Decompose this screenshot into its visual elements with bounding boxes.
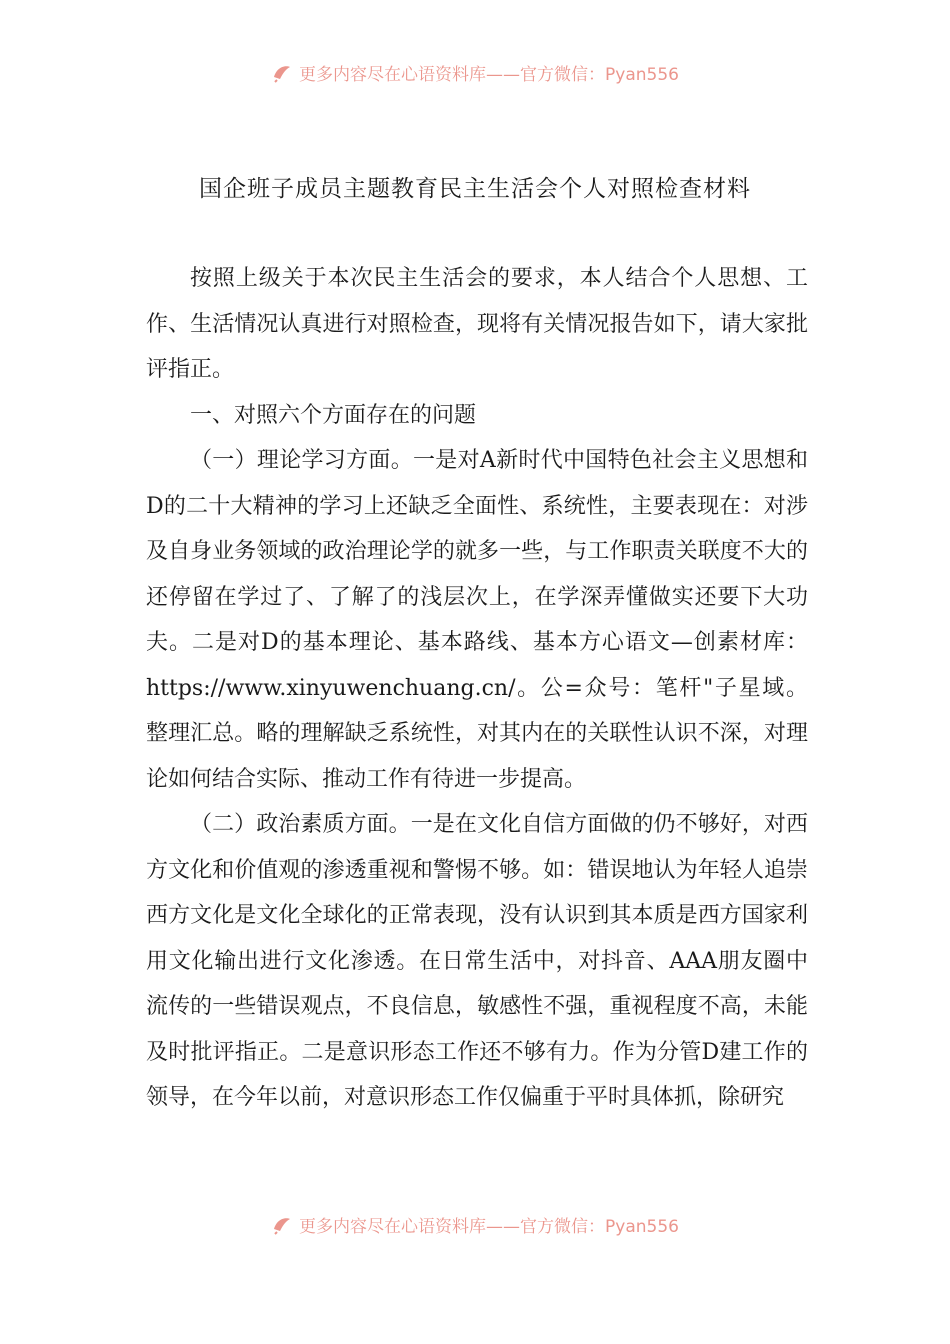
paragraph-theory-study: （一）理论学习方面。一是对A新时代中国特色社会主义思想和D的二十大精神的学习上还缺乏全面性、系统性，主要表现在：对涉及自身业务领域的政治理论学的就多一些，与工作职责关联度不大的还停留在学过了、了解了的浅层次上，在学深弄懂做实还要下大功夫。二是对D的基本理论、基本路线、基本方心语文—创素材库：https://www.xinyuwenchuang.cn/。公=众号：笔杆"子星域。整理汇总。略的理解缺乏系统性，对其内在的关联性认识不深，对理论如何结合实际、推动工作有待进一步提高。 [146,448,808,792]
section-heading: 一、对照六个方面存在的问题 [190,402,477,428]
watermark-text: 更多内容尽在心语资料库——官方微信：Pyan556 [299,64,679,85]
pen-logo-icon [271,61,293,83]
document-body [146,256,808,1121]
watermark-header [0,52,950,92]
paragraph-intro: 按照上级关于本次民主生活会的要求，本人结合个人思想、工作、生活情况认真进行对照检查，现将有关情况报告如下，请大家批评指正。 [146,266,808,382]
document-title: 国企班子成员主题教育民主生活会个人对照检查材料 [199,176,751,202]
watermark-footer [0,1204,950,1244]
watermark-text: 更多内容尽在心语资料库——官方微信：Pyan556 [299,1216,679,1237]
pen-logo-icon [271,1213,293,1235]
paragraph-political-quality: （二）政治素质方面。一是在文化自信方面做的仍不够好，对西方文化和价值观的渗透重视和警惕不够。如：错误地认为年轻人追崇西方文化是文化全球化的正常表现，没有认识到其本质是西方国家利用文化输出进行文化渗透。在日常生活中，对抖音、AAA朋友圈中流传的一些错误观点，不良信息，敏感性不强，重视程度不高，未能及时批评指正。二是意识形态工作还不够有力。作为分管D建工作的领导，在今年以前，对意识形态工作仅偏重于平时具体抓，除研究 [146,812,808,1110]
